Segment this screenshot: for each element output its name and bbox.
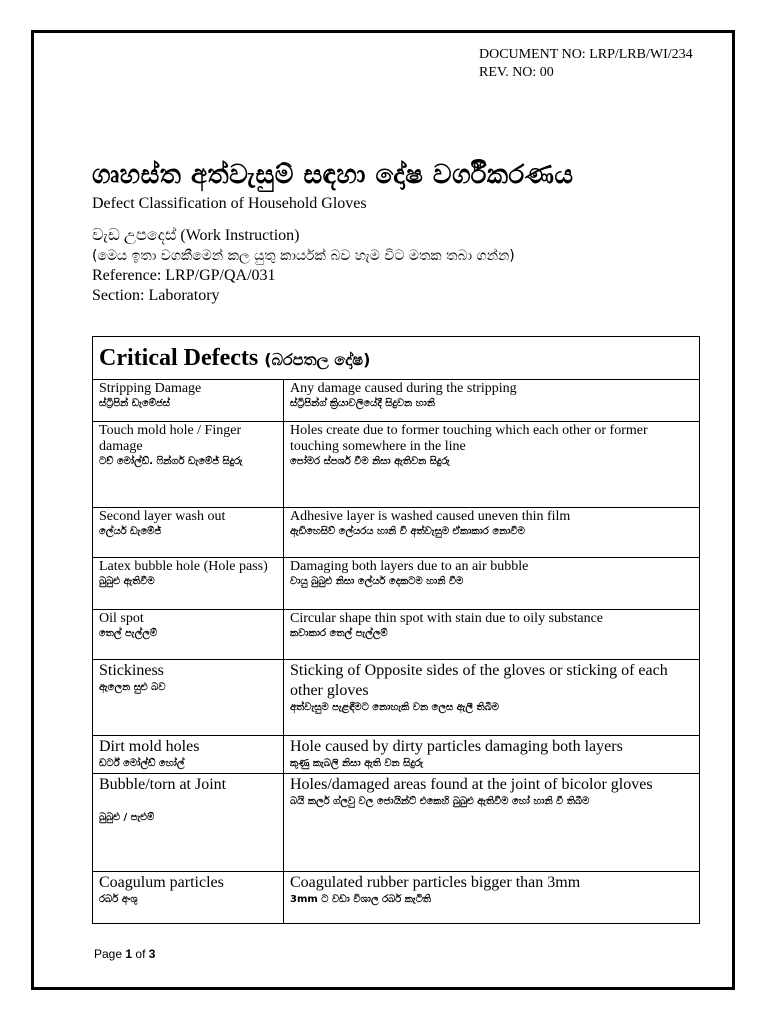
defect-name-cell (93, 380, 284, 422)
defect-description-cell (284, 380, 700, 422)
defect-name-cell (93, 558, 284, 610)
defect-name-cell (93, 736, 284, 774)
defect-name: Stripping Damage (99, 381, 202, 396)
defect-name: Latex bubble hole (Hole pass) (99, 559, 268, 574)
table-row (93, 558, 700, 610)
document-info (92, 226, 515, 306)
defect-name-cell (93, 872, 284, 924)
table-row (93, 736, 700, 774)
table-row (93, 774, 700, 872)
work-instruction-label: වැඩ උපදෙස් (Work Instruction) (92, 227, 300, 244)
title-english: Defect Classification of Household Gloves (92, 195, 367, 212)
defect-description-sinhala: අත්වැසුම පැළඳීමට නොහැකි වන ලෙස ඇලී තිබීම (290, 702, 499, 713)
defect-description-sinhala: ස්ට්‍රිපින්ග් ක්‍රියාවලියේදී සිදුවන හානි (290, 398, 435, 409)
defect-name-cell (93, 422, 284, 508)
table-heading-sinhala: (බරපතල දෝෂ) (264, 350, 371, 369)
defect-description-sinhala: පෝමර ස්පර්ශ වීම නිසා ඇතිවන සිදුරු (290, 456, 450, 467)
defect-name-cell (93, 660, 284, 736)
defect-name-sinhala: ටච් මෝල්ඩ්. ෆින්ගර් ඩැමේජ් සිදුරු (99, 456, 243, 467)
defect-description-cell (284, 736, 700, 774)
table-row (93, 380, 700, 422)
caution-note: (මෙය ඉතා වගකීමෙන් කල යුතු කාර්යක් බව හැම විට මතක තබා ගන්න) (92, 248, 515, 264)
table-heading-row (93, 337, 700, 380)
defect-name: Bubble/torn at Joint (99, 776, 227, 793)
defect-description-cell (284, 774, 700, 872)
defect-name: Stickiness (99, 662, 164, 679)
defect-description: Holes/damaged areas found at the joint of bicolor gloves (290, 776, 653, 793)
defect-description: Sticking of Opposite sides of the gloves or sticking of each other gloves (290, 662, 668, 699)
defect-description: Circular shape thin spot with stain due to oily substance (290, 611, 604, 626)
defect-description: Holes create due to former touching which each other or former touching somewhere in the line (290, 423, 648, 454)
defect-name: Second layer wash out (99, 509, 226, 524)
defect-description-cell (284, 872, 700, 924)
defect-description-cell (284, 558, 700, 610)
reference-label: Reference: LRP/GP/QA/031 (92, 267, 276, 284)
document-header (479, 46, 693, 82)
defect-name-sinhala: ඩර්ට් මෝල්ඩ් හෝල් (99, 758, 185, 769)
defect-name: Touch mold hole / Finger damage (99, 423, 242, 454)
defect-description-sinhala: 3mm ට වඩා විශාල රබර් කැටිති (290, 894, 431, 905)
defect-description-sinhala: බයි කලර් ග්ලවු වල ජොයින්ට් එකෙහි බුබුළු ඇතිවීම හෝ හානි වී තිබීම (290, 796, 590, 807)
defect-name-cell (93, 774, 284, 872)
defect-description-cell (284, 422, 700, 508)
defect-description-cell (284, 660, 700, 736)
defect-name-cell (93, 610, 284, 660)
defect-description: Any damage caused during the stripping (290, 381, 517, 396)
defect-name-sinhala: රබර් අංශු (99, 894, 138, 905)
defect-description-cell (284, 610, 700, 660)
defect-description-sinhala: කවාකාර තෙල් පැල්ලම් (290, 628, 388, 639)
defect-description: Coagulated rubber particles bigger than 3mm (290, 874, 581, 891)
revision-number: REV. NO: 00 (479, 65, 554, 80)
table-heading (93, 337, 700, 380)
title-sinhala: ගෘහස්ත අත්වැසුම් සඳහා දෝෂ වර්ගීකරණය (92, 160, 574, 190)
page-current: 1 (125, 947, 133, 961)
table-row (93, 422, 700, 508)
defect-description: Hole caused by dirty particles damaging both layers (290, 738, 623, 755)
defect-name-sinhala: ඇලෙන සුළු බව (99, 682, 166, 693)
table-row (93, 610, 700, 660)
defect-name-sinhala: බුබුළු / පැළුම් (99, 812, 155, 823)
defect-description: Damaging both layers due to an air bubble (290, 559, 529, 574)
defects-table (92, 336, 700, 924)
page-label: Page (94, 947, 123, 961)
table-heading-english: Critical Defects (99, 345, 259, 371)
document-number: DOCUMENT NO: LRP/LRB/WI/234 (479, 47, 693, 62)
defect-name-sinhala: බුබුළු ඇතිවීම (99, 576, 155, 587)
defect-description-sinhala: ඇඩිහෙසිව් ලේයරය හානි වී අත්වැසුම ඒකාකාර නොවීම (290, 526, 525, 537)
page-footer (94, 947, 155, 961)
defect-description: Adhesive layer is washed caused uneven thin film (290, 509, 571, 524)
defect-description-sinhala: වායු බුබුළු නිසා ලේයර් දෙකටම හානි වීම (290, 576, 464, 587)
section-label: Section: Laboratory (92, 287, 220, 304)
defect-name: Dirt mold holes (99, 738, 200, 755)
defect-description-sinhala: කුණු කැබලි නිසා ඇති වන සිදුරු (290, 758, 424, 769)
defect-name-sinhala: ස්ට්‍රිපින් ඩැමේජස් (99, 398, 170, 409)
defect-name-cell (93, 508, 284, 558)
table-row (93, 508, 700, 558)
defect-name: Coagulum particles (99, 874, 224, 891)
defect-description-cell (284, 508, 700, 558)
of-label: of (135, 947, 146, 961)
table-row (93, 872, 700, 924)
page-total: 3 (148, 947, 156, 961)
table-row (93, 660, 700, 736)
defect-name-sinhala: ලේයර් ඩැමේජ් (99, 526, 162, 537)
defect-name-sinhala: තෙල් පැල්ලම් (99, 628, 158, 639)
defect-name: Oil spot (99, 611, 144, 626)
